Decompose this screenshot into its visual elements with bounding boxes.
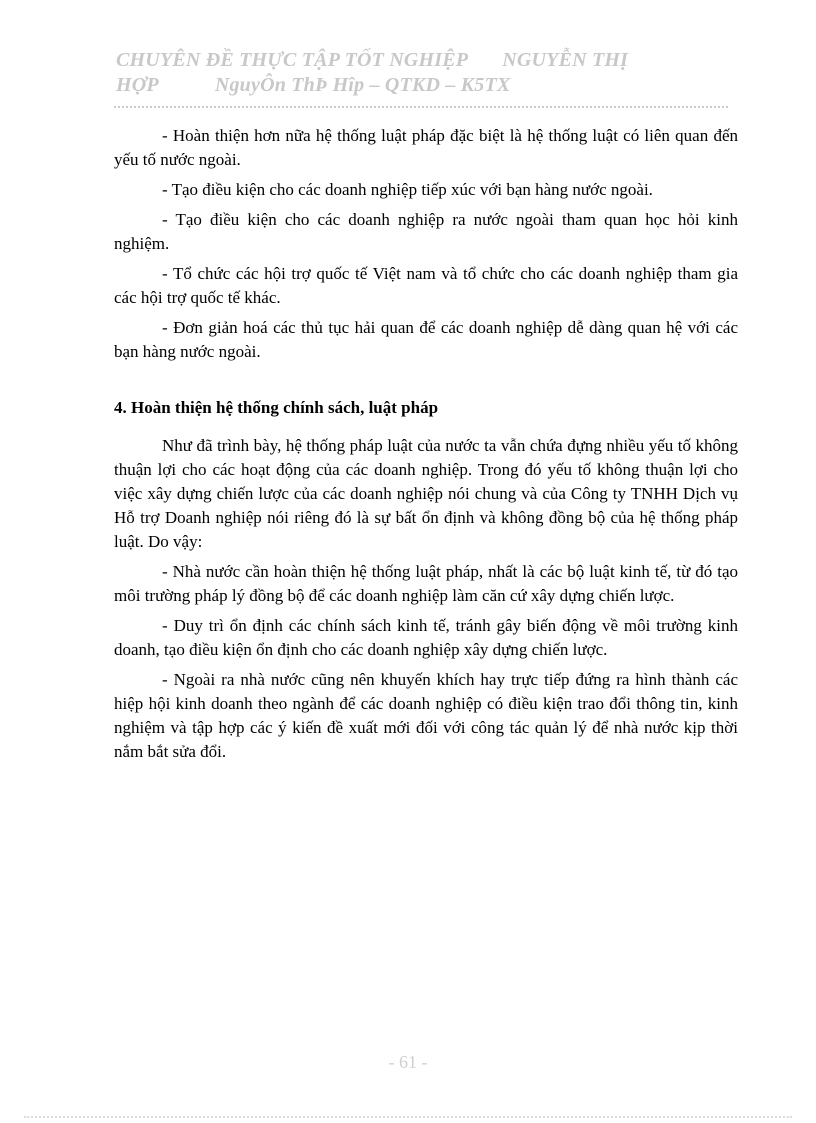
page-header	[116, 48, 736, 98]
section-heading: 4. Hoàn thiện hệ thống chính sách, luật pháp	[114, 398, 439, 417]
paragraph: - Nhà nước cần hoàn thiện hệ thống luật pháp, nhất là các bộ luật kinh tế, từ đó tạo môi trường pháp lý đồng bộ để các doanh nghiệp làm căn cứ xây dựng chiến lược.	[114, 562, 738, 605]
paragraph: - Duy trì ổn định các chính sách kinh tế, tránh gây biến động về môi trường kinh doanh, tạo điều kiện ổn định cho các doanh nghiệp xây dựng chiến lược.	[114, 616, 738, 659]
paragraph: Như đã trình bày, hệ thống pháp luật của nước ta vẫn chứa đựng nhiều yếu tố không thuận lợi cho các hoạt động của các doanh nghiệp. Trong đó yếu tố không thuận lợi cho việc xây dựng chiến lược của các doanh nghiệp nói chung và của Công ty TNHH Dịch vụ Hỗ trợ Doanh nghiệp nói riêng đó là sự bất ổn định và không đồng bộ của hệ thống pháp luật. Do vậy:	[114, 436, 738, 551]
header-author-first: NGUYỄN THỊ	[502, 49, 629, 71]
paragraph: - Ngoài ra nhà nước cũng nên khuyến khích hay trực tiếp đứng ra hình thành các hiệp hội kinh doanh theo ngành để các doanh nghiệp có điều kiện trao đổi thông tin, kinh nghiệm và tập hợp các ý kiến đề xuất mới đối với công tác quản lý để nhà nước kịp thời nắm bắt sửa đổi.	[114, 670, 738, 761]
footer-divider	[24, 1116, 792, 1118]
page-body	[114, 124, 738, 770]
header-author-last: HỢP	[116, 74, 159, 96]
paragraph: - Hoàn thiện hơn nữa hệ thống luật pháp đặc biệt là hệ thống luật có liên quan đến yếu tố nước ngoài.	[114, 126, 738, 169]
header-line-2	[116, 73, 736, 98]
paragraph: - Tổ chức các hội trợ quốc tế Việt nam và tổ chức cho các doanh nghiệp tham gia các hội trợ quốc tế khác.	[114, 264, 738, 307]
page-number: - 61 -	[388, 1052, 428, 1072]
header-line-1	[116, 48, 736, 73]
paragraph: - Tạo điều kiện cho các doanh nghiệp tiếp xúc với bạn hàng nước ngoài.	[162, 180, 653, 199]
header-divider	[114, 106, 728, 108]
spacer	[114, 370, 738, 388]
paragraph: - Tạo điều kiện cho các doanh nghiệp ra nước ngoài tham quan học hỏi kinh nghiệm.	[114, 210, 738, 253]
header-document-type: CHUYÊN ĐỀ THỰC TẬP TỐT NGHIỆP	[116, 49, 469, 71]
header-author-class: NguyÔn ThÞ Hîp – QTKD – K5TX	[214, 74, 511, 96]
paragraph: - Đơn giản hoá các thủ tục hải quan để các doanh nghiệp dễ dàng quan hệ với các bạn hàng nước ngoài.	[114, 318, 738, 361]
